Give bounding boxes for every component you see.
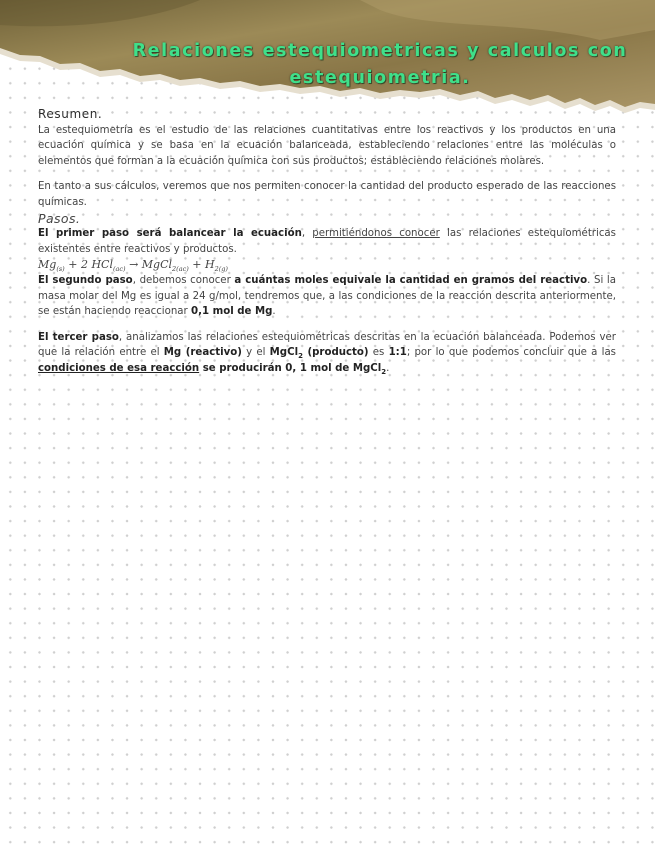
pasos-heading: Pasos. — [38, 210, 81, 226]
step-1-paragraph — [38, 226, 616, 257]
resumen-heading: Resumen. — [38, 107, 103, 121]
step-3-bold-6-sub: 2 — [381, 367, 387, 376]
step-3-bold-2: Mg (reactivo) — [163, 347, 242, 359]
eq-h: H — [205, 258, 215, 272]
step-3-paragraph — [38, 330, 616, 377]
eq-mg-sub: (s) — [56, 265, 65, 274]
eq-hcl-sub: (ac) — [112, 265, 126, 274]
step-2-text-3: . — [272, 306, 276, 318]
step-3-text-3: es — [368, 347, 389, 359]
eq-hcl: HCl — [91, 258, 113, 272]
step-1-rest: las relaciones estequiométricas existentes entre reactivos y productos. — [38, 228, 616, 255]
step-3-bold-3-sub: 2 — [298, 352, 303, 361]
eq-mgcl-sub: 2(ac) — [172, 265, 189, 274]
step-3-text-1: , analizamos las relaciones estequiométricas descritas en la ecuación balanceada. Podemos ver que la relación entre el — [38, 331, 616, 359]
step-1-bold: El primer paso será balancear la ecuación — [38, 228, 302, 240]
eq-plus-2: + — [188, 258, 205, 272]
step-2-paragraph — [38, 273, 616, 320]
step-2-text-2: . Si la masa molar del Mg es igual a 24 g/mol, tendremos que, a las condiciones de la reacción descrita anteriormente, se están haciendo reaccionar — [38, 274, 616, 318]
step-3-bold-3b: (producto) — [302, 347, 369, 359]
step-2-bold-2: a cuántas moles equivale la cantidad en gramos del reactivo — [234, 274, 588, 286]
step-1-comma: , — [301, 228, 313, 240]
step-2-bold-3: 0,1 mol de Mg — [190, 306, 273, 318]
step-3-bold-6: se producirán 0, 1 mol de MgCl — [199, 362, 382, 374]
resumen-paragraph-1: La estequiometría es el estudio de las relaciones cuantitativas entre los reactivos y los productos en una ecuación química y se basa en la ecuación balanceada, estableciendo relaciones entre las moléculas o elementos que forman a la ecuación química con sus productos; estableciendo relaciones molares. — [38, 124, 616, 167]
eq-mgcl: MgCl — [141, 258, 173, 272]
eq-arrow: → — [125, 258, 142, 272]
chemical-equation — [38, 257, 616, 273]
step-3-text-5: . — [386, 362, 390, 374]
step-3-bold-3a: MgCl — [269, 347, 299, 359]
eq-mg: Mg — [38, 258, 57, 272]
document-body — [38, 107, 616, 377]
eq-plus-1: + 2 — [64, 258, 92, 272]
page-title: Relaciones estequiometricas y calculos con estequiometria. — [132, 41, 628, 88]
step-2-text-1: , debemos conocer — [132, 274, 235, 286]
step-3-text-4: ; por lo que podemos concluir que a las — [406, 347, 616, 359]
resumen-paragraph-2: En tanto a sus cálculos, veremos que nos permiten conocer la cantidad del producto esperado de las reacciones químicas. — [38, 181, 616, 208]
step-2-bold-1: El segundo paso — [38, 274, 133, 286]
eq-h-sub: 2(g) — [214, 265, 228, 274]
step-3-bold-1: El tercer paso — [38, 331, 119, 343]
step-3-bold-5-underlined: condiciones de esa reacción — [38, 362, 200, 374]
step-3-bold-4: 1:1 — [388, 347, 407, 359]
step-3-text-2: y el — [241, 347, 270, 359]
step-1-underlined: permitiéndonos conocer — [312, 228, 440, 240]
